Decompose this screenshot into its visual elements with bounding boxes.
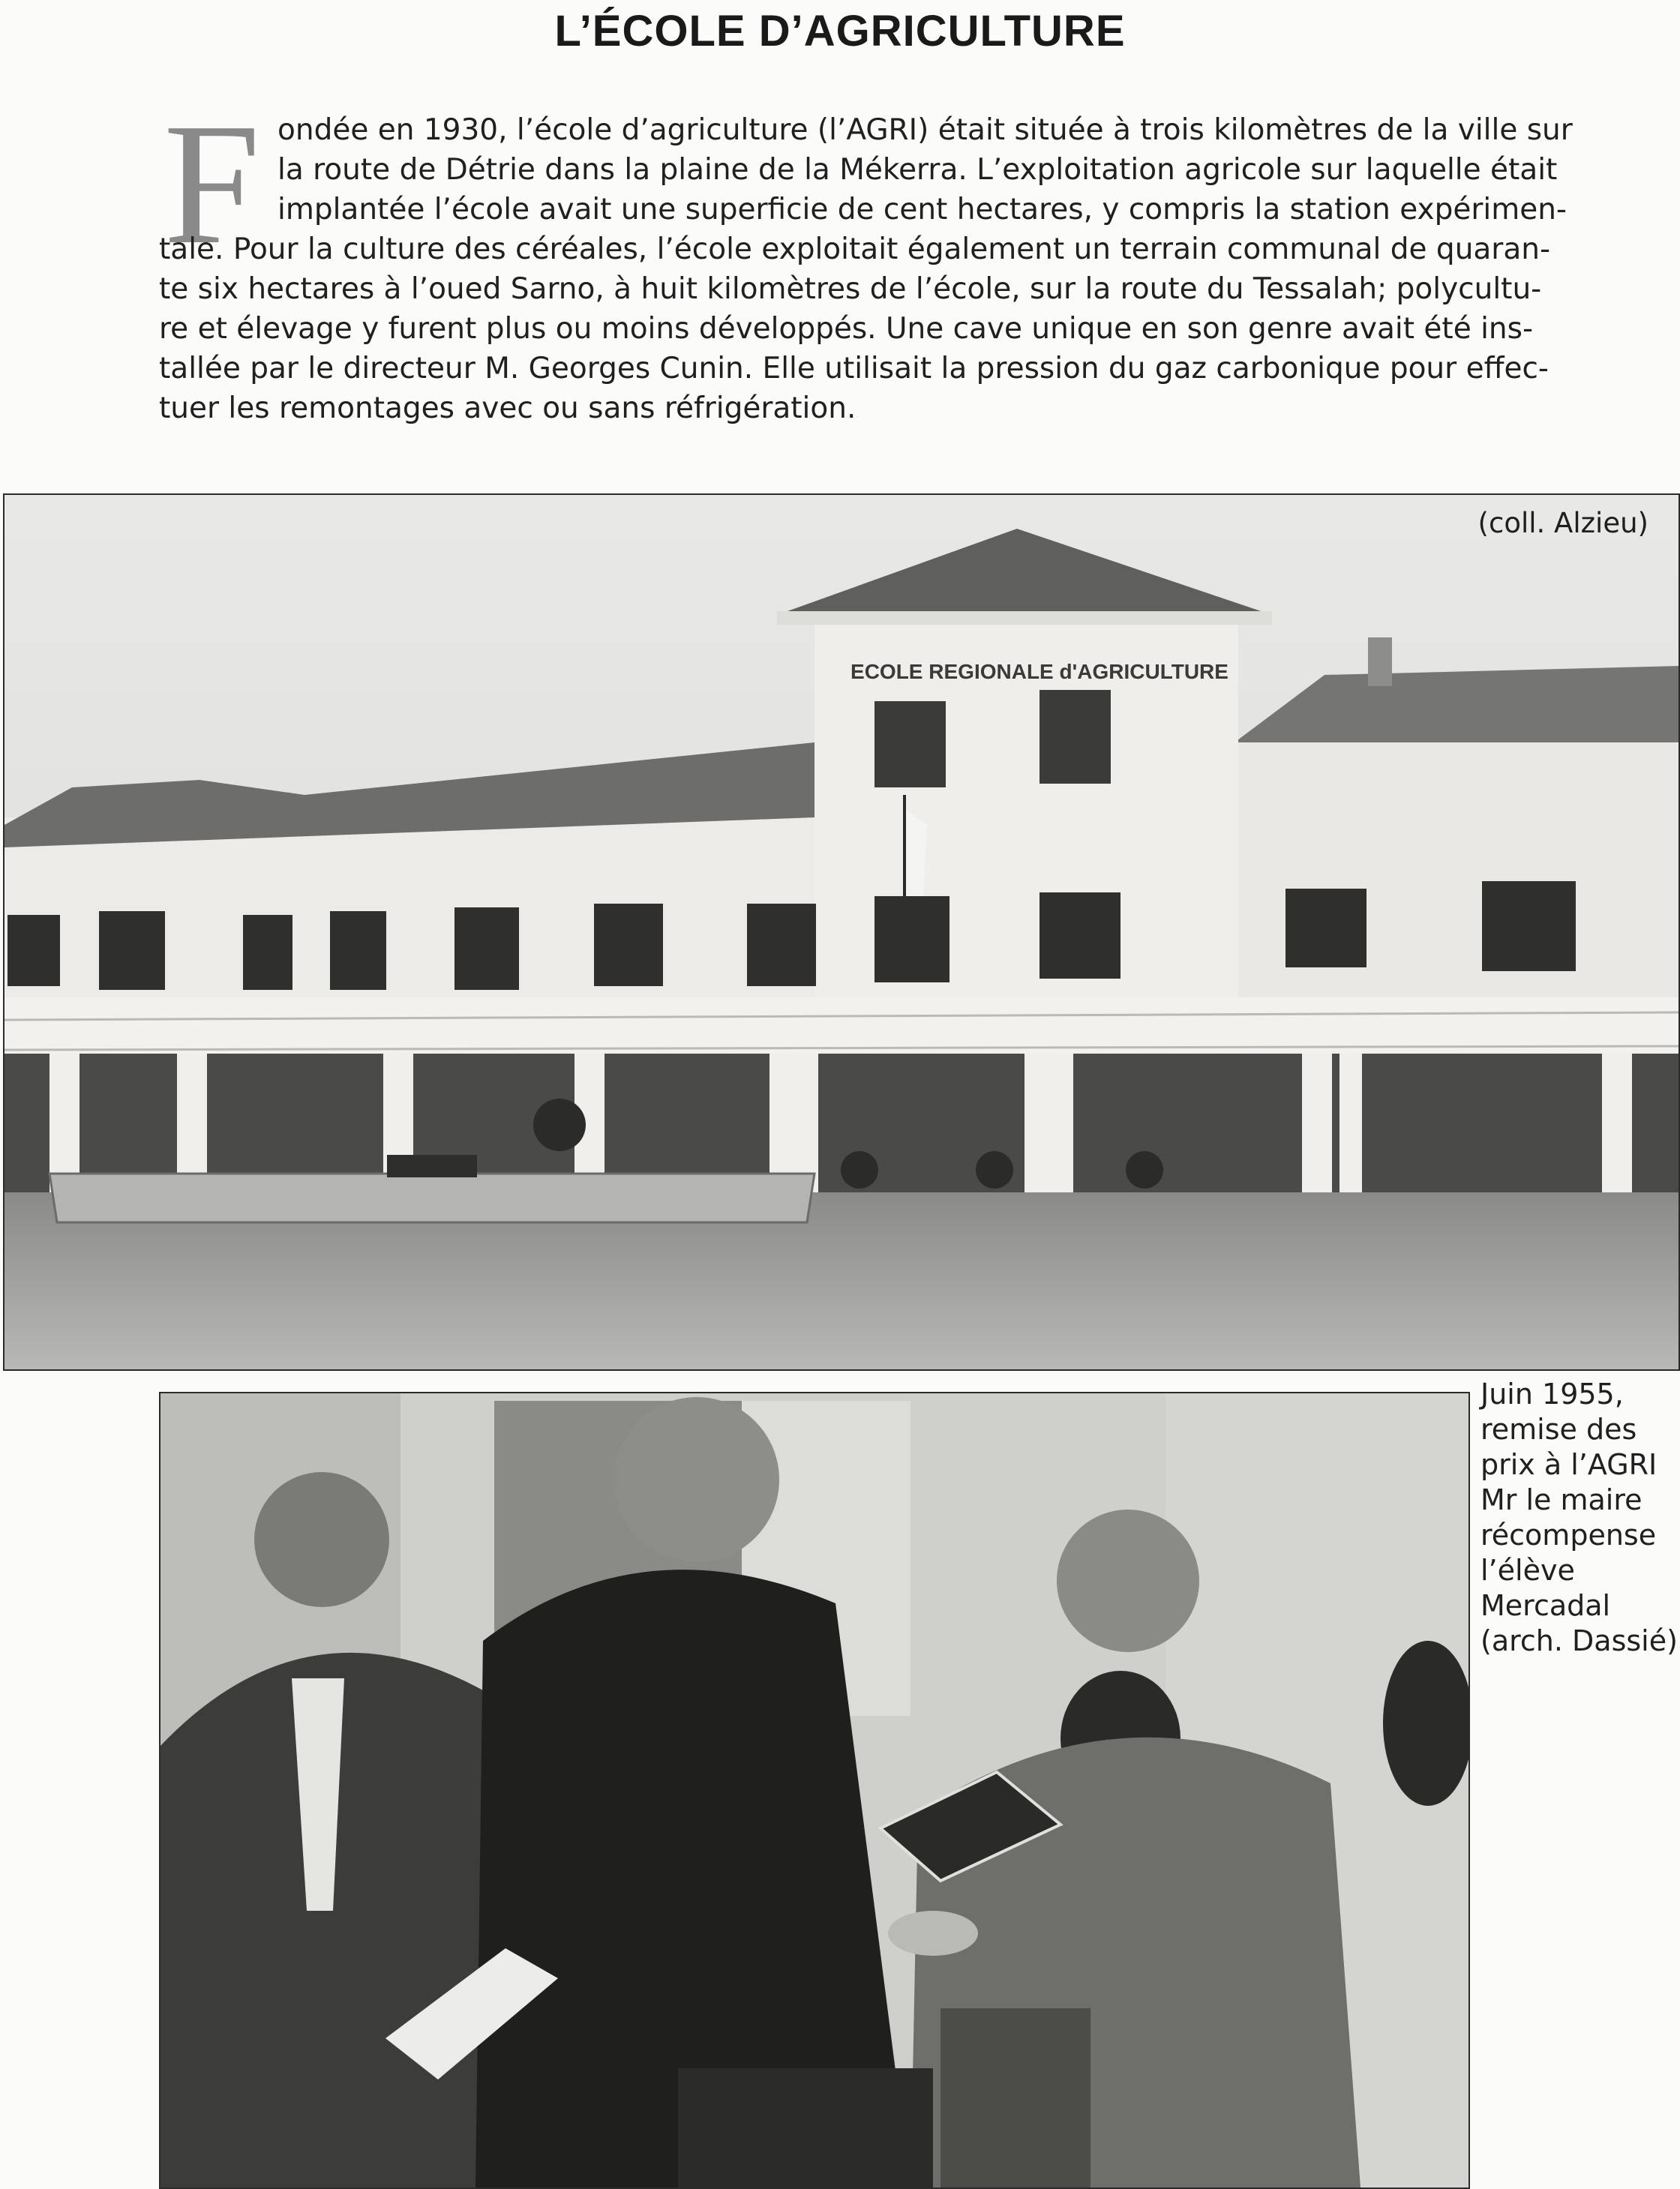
intro-line-1: ondée en 1930, l’école d’agriculture (l’AGRI) était située à trois kilomètres de la ville sur: [278, 113, 1573, 147]
intro-line-3: implantée l’école avait une superficie de cent hectares, y compris la station expérimen-: [278, 193, 1568, 226]
school-building-illustration: [4, 495, 1678, 1369]
caption-line: remise des: [1480, 1413, 1637, 1446]
caption-line: récompense: [1480, 1519, 1657, 1552]
intro-line-2: la route de Détrie dans la plaine de la Mékerra. L’exploitation agricole sur laquelle était: [278, 153, 1558, 187]
intro-line-5: te six hectares à l’oued Sarno, à huit kilomètres de l’école, sur la route du Tessalah; polycultu-: [159, 272, 1542, 306]
award-ceremony-illustration: [160, 1393, 1468, 2188]
page-title: L’ÉCOLE D’AGRICULTURE: [554, 7, 1126, 55]
caption-line: l’élève: [1480, 1554, 1575, 1587]
school-building-photo: [3, 493, 1680, 1371]
photo-caption: [1480, 1377, 1680, 1659]
award-ceremony-photo: [159, 1392, 1470, 2189]
intro-line-6: re et élevage y furent plus ou moins développés. Une cave unique en son genre avait été ins-: [159, 312, 1534, 346]
caption-line: Mercadal: [1480, 1589, 1611, 1622]
intro-line-7: tallée par le directeur M. Georges Cunin. Elle utilisait la pression du gaz carbonique pour effec-: [159, 352, 1549, 385]
photo-credit: (coll. Alzieu): [1478, 507, 1648, 539]
building-sign-text: ECOLE REGIONALE d'AGRICULTURE: [850, 660, 1228, 683]
drop-cap: F: [164, 88, 261, 280]
caption-line: Juin 1955,: [1480, 1378, 1624, 1411]
intro-paragraph: [0, 0, 1680, 525]
caption-line: (arch. Dassié): [1480, 1624, 1678, 1657]
caption-line: prix à l’AGRI: [1480, 1448, 1658, 1481]
intro-line-4: tale. Pour la culture des céréales, l’école exploitait également un terrain communal de quaran-: [159, 232, 1551, 266]
intro-line-8: tuer les remontages avec ou sans réfrigération.: [159, 391, 856, 425]
caption-line: Mr le maire: [1480, 1483, 1642, 1516]
